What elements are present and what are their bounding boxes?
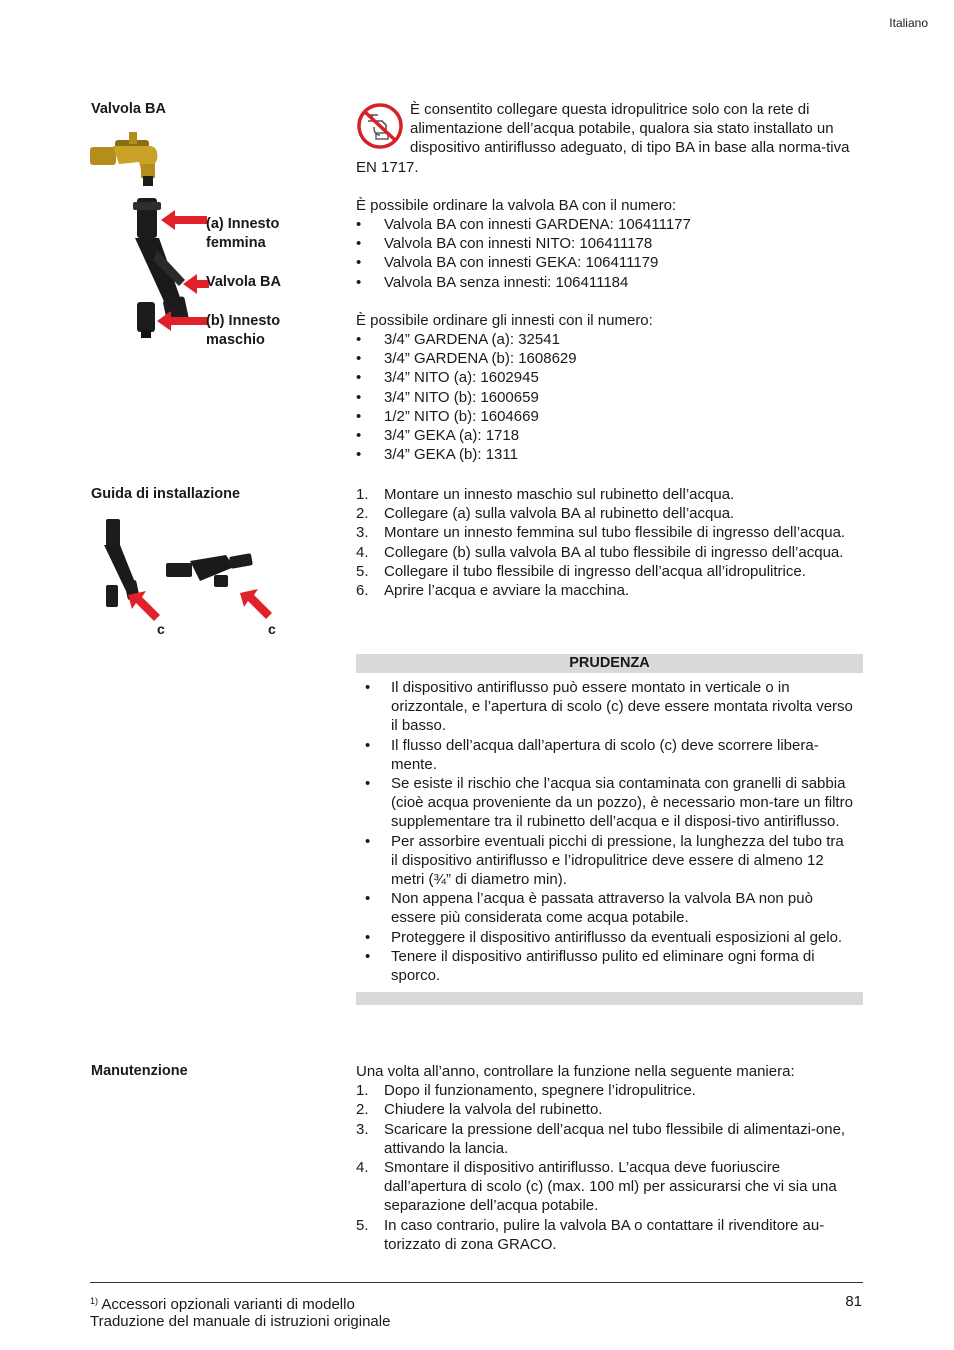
footer-divider [90,1282,863,1283]
label-c-horizontal: c [268,621,276,637]
step-text: Collegare il tubo flessibile di ingresso dell’acqua all’idropulitrice. [384,562,806,580]
step-number: 1. [356,486,369,503]
step-text: Montare un innesto femmina sul tubo flessibile di ingresso dell’acqua. [384,524,846,542]
list-item [356,234,864,253]
list-item [356,1216,861,1254]
intro-paragraph: È consentito collegare questa idropulitrice solo con la rete di alimentazione dell’acqua potabile, qualora sia stato installato un dispositivo antiriflusso adeguato, di tipo BA in base alla norma-tiva EN 1717. [356,101,850,176]
list-item [362,736,853,774]
step-number: 3. [356,524,369,542]
footnote-text: Accessori opzionali varianti di modello [98,1296,355,1313]
list-item [356,523,856,542]
valve-order-list [356,215,864,292]
bullet: • [356,235,362,253]
list-item [356,543,856,562]
caution-footer-band [356,992,863,1005]
step-number: 5. [356,1216,369,1234]
list-item-text: Valvola BA con innesti NITO: 106411178 [384,235,653,253]
list-item [356,1081,861,1100]
list-item [356,1158,861,1216]
bullet: • [365,947,371,965]
list-item-text: Proteggere il dispositivo antiriflusso da eventuali esposizioni al gelo. [391,928,843,946]
step-number: 4. [356,543,369,561]
list-item [356,407,864,426]
label-innesto-femmina-line2: femmina [206,235,266,251]
maintenance-block [356,1062,861,1254]
list-item [356,426,864,445]
maintenance-steps-list [356,1081,861,1254]
list-item-text: Non appena l’acqua è passata attraverso la valvola BA non può essere più considerata come acqua potabile. [391,890,813,927]
list-item [362,928,853,947]
bullet: • [356,273,362,291]
bullet: • [365,736,371,754]
step-text: Scaricare la pressione dell’acqua nel tubo flessibile di alimentazi-one, attivando la lancia. [384,1120,846,1157]
list-item [362,889,853,927]
section-heading-guida: Guida di installazione [91,486,241,502]
step-text: Chiudere la valvola del rubinetto. [384,1101,603,1119]
step-number: 2. [356,1101,369,1119]
order-coupling-intro: È possibile ordinare gli innesti con il numero: [356,311,653,329]
list-item [356,368,864,387]
page-number: 81 [845,1293,862,1310]
step-number: 6. [356,582,369,600]
installation-illustration [90,515,290,625]
step-text: Collegare (a) sulla valvola BA al rubinetto dell’acqua. [384,505,735,523]
list-item-text: 3/4” GEKA (b): 1311 [384,446,518,464]
label-innesto-femmina [206,215,279,253]
step-number: 2. [356,505,369,523]
list-item [356,581,856,600]
list-item-text: Valvola BA con innesti GEKA: 106411179 [384,254,659,272]
coupling-order-list [356,330,864,464]
list-item [356,445,864,464]
list-item [356,1100,861,1119]
drain-arrow-vertical-icon [128,591,160,621]
caution-box [356,654,863,1005]
list-item [356,330,864,349]
bullet: • [365,832,371,850]
list-item [356,562,856,581]
bullet: • [365,890,371,908]
caution-title: PRUDENZA [356,654,863,673]
list-item-text: Se esiste il rischio che l’acqua sia contaminata con granelli di sabbia (cioè acqua proveniente da un pozzo), è necessario mon-tare un filtro supplementare tra il rubinetto dell’acqua e il disposi-tivo antiriflusso. [391,775,853,831]
list-item [356,349,864,368]
list-item [362,947,853,985]
bullet: • [356,446,362,464]
installation-steps-list [356,485,856,600]
list-item-text: Per assorbire eventuali picchi di pressione, la lunghezza del tubo tra il dispositivo antiriflusso e l’idropulitrice deve essere di almeno 12 metri (¾” di diametro min). [391,832,844,889]
step-number: 1. [356,1082,369,1100]
list-item [362,774,853,832]
footnote-mark: 1) [90,1296,99,1306]
list-item [356,253,864,272]
drain-arrow-horizontal-icon [240,589,272,619]
list-item [356,485,856,504]
valvola-text-block [356,100,864,464]
list-item-text: Valvola BA senza innesti: 106411184 [384,273,629,291]
step-text: Aprire l’acqua e avviare la macchina. [384,582,630,600]
list-item-text: Tenere il dispositivo antiriflusso pulito ed eliminare ogni forma di sporco. [391,947,815,985]
list-item [356,1120,861,1158]
list-item-text: 3/4” GEKA (a): 1718 [384,427,520,445]
list-item-text: 3/4” NITO (a): 1602945 [384,369,539,387]
list-item-text: 1/2” NITO (b): 1604669 [384,407,539,425]
no-drinking-water-icon [356,101,406,149]
bullet: • [356,369,362,387]
step-text: Collegare (b) sulla valvola BA al tubo flessibile di ingresso dell’acqua. [384,543,844,561]
translation-note: Traduzione del manuale di istruzioni originale [90,1313,391,1330]
footnote [90,1292,355,1314]
list-item-text: 3/4” GARDENA (a): 32541 [384,331,560,349]
bullet: • [365,679,371,696]
list-item-text: 3/4” NITO (b): 1600659 [384,388,539,406]
label-c-vertical: c [157,621,165,637]
list-item-text: Valvola BA con innesti GARDENA: 106411177 [384,216,691,234]
list-item [356,215,864,234]
list-item-text: Il flusso dell’acqua dall’apertura di scolo (c) deve scorrere libera-mente. [391,736,819,773]
bullet: • [356,254,362,272]
caution-list [362,678,853,985]
bullet: • [356,407,362,425]
horizontal-valve-image [166,553,253,587]
label-innesto-maschio [206,312,280,350]
bullet: • [356,388,362,406]
bullet: • [356,331,362,349]
step-number: 3. [356,1120,369,1138]
step-number: 5. [356,562,369,580]
valve-illustration [85,130,215,345]
list-item-text: Il dispositivo antiriflusso può essere montato in verticale o in orizzontale, e l’apertura di scolo (c) deve essere montata rivolta verso il basso. [391,679,853,735]
bullet: • [356,216,362,234]
bullet: • [356,427,362,445]
bullet: • [365,775,371,793]
label-valvola-ba: Valvola BA [206,274,281,290]
arrow-innesto-femmina-icon [161,210,207,230]
brass-tap-image [90,132,157,186]
caution-body [356,673,863,990]
step-text: Dopo il funzionamento, spegnere l’idropulitrice. [384,1082,696,1100]
maintenance-intro: Una volta all’anno, controllare la funzione nella seguente maniera: [356,1063,795,1080]
list-item [362,678,853,736]
label-innesto-femmina-line1: (a) Innesto [206,216,280,232]
step-number: 4. [356,1159,369,1177]
list-item [356,273,864,292]
list-item [362,832,853,890]
bullet: • [356,350,362,368]
list-item [356,388,864,407]
section-heading-manutenzione: Manutenzione [91,1063,188,1079]
step-text: Montare un innesto maschio sul rubinetto dell’acqua. [384,486,735,503]
list-item [356,504,856,523]
language-label: Italiano [889,16,928,30]
label-innesto-maschio-line2: maschio [206,332,265,348]
step-text: Smontare il dispositivo antiriflusso. L’acqua deve fuoriuscire dall’apertura di scolo (c) (max. 100 ml) per assicurarsi che vi sia una separazione dell’acqua potabile. [384,1159,837,1215]
order-valve-intro: È possibile ordinare la valvola BA con il numero: [356,196,677,214]
section-heading-valvola: Valvola BA [91,101,166,117]
step-text: In caso contrario, pulire la valvola BA o contattare il rivenditore au-torizzato di zona GRACO. [384,1216,825,1253]
installation-steps [356,485,856,600]
bullet: • [365,928,371,946]
label-innesto-maschio-line1: (b) Innesto [206,313,281,329]
list-item-text: 3/4” GARDENA (b): 1608629 [384,350,577,368]
